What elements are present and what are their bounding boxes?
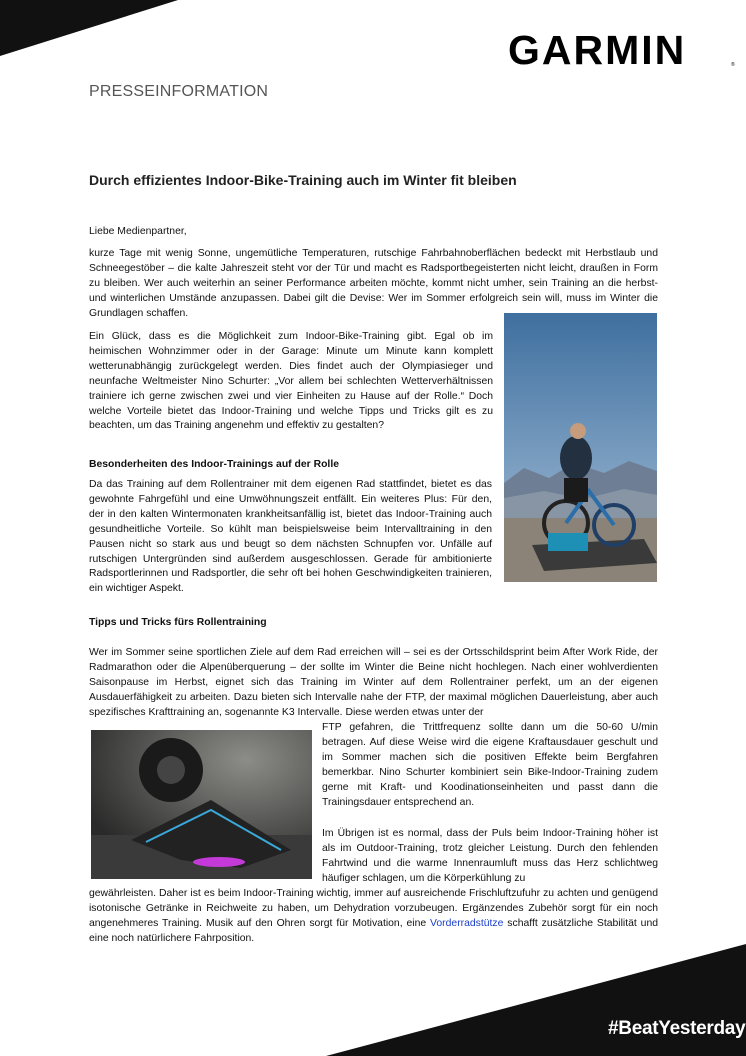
section2-body-side2: Im Übrigen ist es normal, dass der Puls beim Indoor-Training höher ist als im Outdoor-Training, trotz gleicher Leistung. Durch den fehlenden Fahrtwind und die warme Innenraumluft muss das Herz schlichtweg häufiger schlagen, um die Körperkühlung zu	[322, 828, 658, 884]
section2-body-top: Wer im Sommer seine sportlichen Ziele auf dem Rad erreichen will – sei es der Ortsschildsprint beim After Work Ride, der Radmarathon oder die Alpenüberquerung – der sollte im Winter die Beine nicht hochlegen. Nach einer wohlverdienten Saisonpause im Herbst, eignet sich das Training im Winter auf dem Rollentrainer perfekt, um an der eigenen Ausdauerfähigkeit zu arbeiten. Dazu bieten sich Intervalle nahe der FTP, der maximal möglichen Dauerleistung, aber auch spezifisches Krafttraining an, sogenannte K3 Intervalle. Diese werden etwas unter der	[89, 647, 658, 718]
garmin-logo: GARMIN	[508, 27, 687, 73]
intro-paragraph: kurze Tage mit wenig Sonne, ungemütliche Temperaturen, rutschige Fahrbahnoberflächen bedeckt mit Herbstlaub und Schneegestöber – die kalte Jahreszeit steht vor der Tür und macht es Radsportbegeisterten nicht leicht, draußen in Form zu bleiben. Wer auch weiterhin an seiner Performance arbeiten möchte, kommt nicht umher, sein Training an die herbst- und winterlichen Umstände anzupassen. Dabei gilt die Devise: Wer im Sommer erfolgreich sein will, muss im Winter die Grundlagen schaffen.	[89, 248, 658, 319]
section2-body-bottom-b: schafft zusätzliche Stabilität und eine noch natürlichere Fahrposition.	[89, 917, 658, 944]
section2-body-side: FTP gefahren, die Trittfrequenz sollte dann um die 50-60 U/min betragen. Auf diese Weise wird die eigene Kraftausdauer geschult und im Sommer machen sich die positiven Effekte beim Bergfahren bemerkbar. Nino Schurter kombiniert sein Bike-Indoor-Training zudem gerne mit Kraft- und Koodinationseinheiten und passt dann die Trainingsdauer entsprechend an.	[322, 722, 658, 808]
section1-body: Da das Training auf dem Rollentrainer mit dem eigenen Rad stattfindet, bietet es das gewohnte Fahrgefühl und eine Umwöhnungszeit entfällt. Ein weiteres Plus: Für den, der in den kalten Wintermonaten krankheitsanfällig ist, bietet das Indoor-Training auch gesundheitliche Vorteile. So kühlt man beispielsweise beim Intervalltraining in den Pausen nicht so stark aus und beugt so dem nächsten Schnupfen vor. Unfälle auf rutschigen Untergründen sind außerdem ausgeschlossen. Gerade für ambitionierte Radsportlerinnen und Radsportler, die sehr oft bei hohen Geschwindigkeiten trainieren, ein wichtiger Aspekt.	[89, 479, 492, 595]
top-left-corner-wedge	[0, 0, 180, 60]
section2-body-bottom	[89, 887, 658, 947]
section2-body-bottom-a: gewährleisten. Daher ist es beim Indoor-Training wichtig, immer auf ausreichende Frischluftzufuhr zu achten und genügend isotonische Getränke in Reichweite zu haben, um Dehydration vorzubeugen. Ergänzendes Zubehör sorgt für ein noch angenehmeres Training. Musik auf den Ohren sorgt für Motivation, eine	[89, 888, 658, 929]
paragraph-indoor-training: Ein Glück, dass es die Möglichkeit zum Indoor-Bike-Training gibt. Egal ob im heimischen Wohnzimmer oder in der Garage: Minute um Minute kann komplett wetterunabhängig zurückgelegt werden. Dies findet auch der Olympiasieger und neunfache Weltmeister Nino Schurter: „Vor allem bei schlechten Wetterverhältnissen trainiere ich gerne zwischen zwei und vier Einheiten zu Hause auf der Rolle.“ Doch welche Vorteile bietet das Indoor-Training und welche Tipps und Tricks gilt es zu beachten, um das Training angenehm und effektiv zu gestalten?	[89, 331, 493, 432]
trainer-photo	[91, 730, 312, 879]
headline: Durch effizientes Indoor-Bike-Training auch im Winter fit bleiben	[89, 172, 517, 188]
cyclist-photo	[504, 313, 657, 582]
section1-title: Besonderheiten des Indoor-Trainings auf der Rolle	[89, 459, 339, 470]
press-label: PRESSEINFORMATION	[89, 83, 269, 100]
beat-yesterday-hashtag: #BeatYesterday	[608, 1018, 746, 1039]
vorderradstuetze-link[interactable]: Vorderradstütze	[430, 917, 504, 929]
salutation: Liebe Medienpartner,	[89, 226, 187, 237]
trademark-symbol: ®	[731, 62, 735, 68]
section2-title: Tipps und Tricks fürs Rollentraining	[89, 617, 267, 628]
